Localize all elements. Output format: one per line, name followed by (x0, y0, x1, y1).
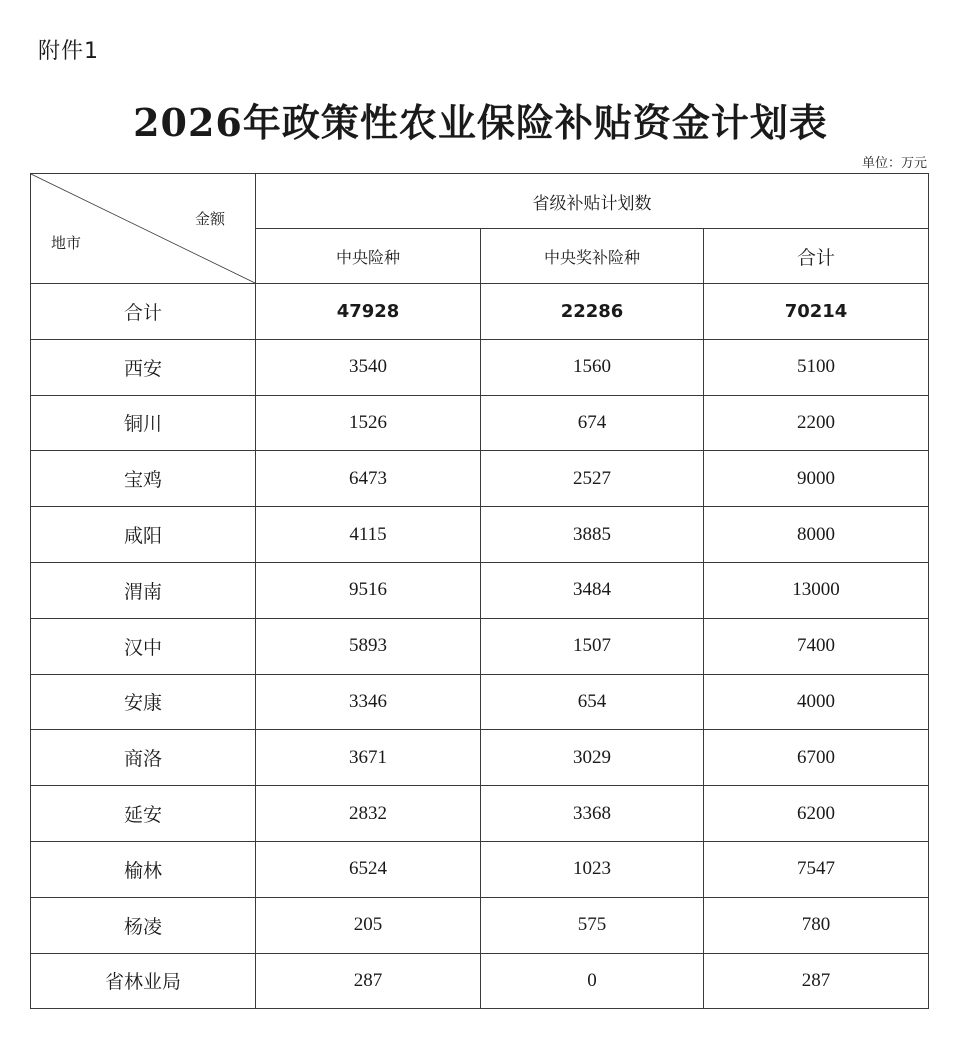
attachment-label: 附件1 (38, 39, 99, 64)
corner-header-cell (31, 174, 256, 284)
table-cell: 47928 (256, 284, 481, 340)
table-header-row (31, 174, 929, 229)
table-cell: 9000 (704, 451, 929, 507)
table-cell: 3368 (481, 786, 704, 842)
table-row (31, 897, 929, 953)
table-cell: 205 (256, 897, 481, 953)
row-label: 铜川 (31, 395, 256, 451)
table-row (31, 339, 929, 395)
table-cell: 1023 (481, 841, 704, 897)
table-row (31, 562, 929, 618)
row-label: 商洛 (31, 730, 256, 786)
row-label: 安康 (31, 674, 256, 730)
table-cell: 70214 (704, 284, 929, 340)
unit-label: 单位：万元 (861, 156, 927, 171)
table-row (31, 841, 929, 897)
table-cell: 8000 (704, 507, 929, 563)
table-row (31, 786, 929, 842)
row-label: 合计 (31, 284, 256, 340)
table-cell: 780 (704, 897, 929, 953)
subsidy-plan-table (30, 173, 929, 1009)
table-cell: 6200 (704, 786, 929, 842)
table-row (31, 618, 929, 674)
column-header: 合计 (704, 229, 929, 284)
table-row-total (31, 284, 929, 340)
table-row (31, 507, 929, 563)
table-cell: 287 (704, 953, 929, 1009)
table-cell: 654 (481, 674, 704, 730)
row-label: 省林业局 (31, 953, 256, 1009)
row-label: 宝鸡 (31, 451, 256, 507)
table-cell: 3346 (256, 674, 481, 730)
table-cell: 2832 (256, 786, 481, 842)
table-cell: 5100 (704, 339, 929, 395)
document-title: 2026年政策性农业保险补贴资金计划表 (133, 100, 828, 145)
group-header: 省级补贴计划数 (256, 174, 929, 229)
city-label: 地市 (51, 234, 82, 252)
table-cell: 4115 (256, 507, 481, 563)
table-cell: 9516 (256, 562, 481, 618)
row-label: 西安 (31, 339, 256, 395)
table-row (31, 674, 929, 730)
table-cell: 7547 (704, 841, 929, 897)
table-cell: 6524 (256, 841, 481, 897)
table-cell: 1507 (481, 618, 704, 674)
table-cell: 287 (256, 953, 481, 1009)
row-label: 杨凌 (31, 897, 256, 953)
table-cell: 2527 (481, 451, 704, 507)
table-cell: 22286 (481, 284, 704, 340)
table-row (31, 953, 929, 1009)
table-cell: 7400 (704, 618, 929, 674)
row-label: 汉中 (31, 618, 256, 674)
table-cell: 1560 (481, 339, 704, 395)
table-row (31, 730, 929, 786)
table-cell: 575 (481, 897, 704, 953)
table-row (31, 451, 929, 507)
table-cell: 2200 (704, 395, 929, 451)
table-cell: 674 (481, 395, 704, 451)
table-cell: 3029 (481, 730, 704, 786)
row-label: 榆林 (31, 841, 256, 897)
amount-label: 金额 (194, 210, 225, 228)
table-cell: 3885 (481, 507, 704, 563)
table-cell: 13000 (704, 562, 929, 618)
column-header: 中央奖补险种 (481, 229, 704, 284)
table-cell: 5893 (256, 618, 481, 674)
column-header: 中央险种 (256, 229, 481, 284)
table-cell: 0 (481, 953, 704, 1009)
table-cell: 3540 (256, 339, 481, 395)
row-label: 延安 (31, 786, 256, 842)
table-cell: 6473 (256, 451, 481, 507)
row-label: 渭南 (31, 562, 256, 618)
table-cell: 1526 (256, 395, 481, 451)
table-row (31, 395, 929, 451)
table-cell: 3671 (256, 730, 481, 786)
table-cell: 6700 (704, 730, 929, 786)
row-label: 咸阳 (31, 507, 256, 563)
table-cell: 4000 (704, 674, 929, 730)
table-cell: 3484 (481, 562, 704, 618)
